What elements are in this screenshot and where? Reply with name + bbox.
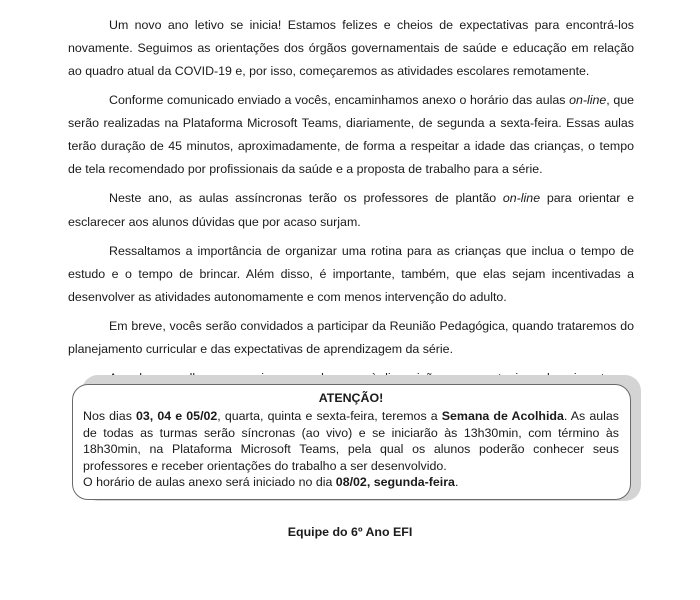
paragraph-routine: Ressaltamos a importância de organizar uma rotina para as crianças que inclua o tempo de estudo e o tempo de brincar. Além disso, é importante, também, que elas sejam incentivadas a desenvolver as atividades autonomamente e com menos intervenção do adulto.	[68, 243, 634, 304]
notice-weekday: segunda-feira	[373, 475, 455, 490]
signature: Equipe do 6º Ano EFI	[287, 525, 413, 539]
paragraph-schedule-part1: Conforme comunicado enviado a vocês, encaminhamos anexo o horário das aulas	[109, 93, 570, 108]
online-term: on-line	[502, 191, 541, 206]
notice-text-part: , quarta, quinta e sexta-feira, teremos a	[217, 409, 442, 423]
notice-text-part: O horário de aulas anexo será iniciado no dia	[83, 475, 336, 490]
notice-event-name: Semana de Acolhida	[441, 409, 564, 423]
notice-text-part: .	[454, 475, 459, 490]
paragraph-schedule	[68, 89, 634, 181]
letter-body	[68, 14, 634, 390]
paragraph-intro: Um novo ano letivo se inicia! Estamos felizes e cheios de expectativas para encontrá-los novamente. Seguimos as orientações dos órgãos governamentais de saúde e educação em relação ao quadro atual da COVID-19 e, por isso, começaremos as atividades escolares remotamente.	[68, 18, 634, 79]
paragraph-async-part2: para orientar e esclarecer aos alunos dúvidas que por acaso surjam.	[68, 191, 635, 229]
notice-title: ATENÇÃO!	[318, 391, 384, 405]
notice-text-part: ,	[366, 475, 374, 490]
notice-box	[72, 384, 631, 500]
notice-start-day: 08/02	[335, 475, 367, 490]
paragraph-async-classes	[68, 187, 634, 233]
paragraph-meeting: Em breve, vocês serão convidados a participar da Reunião Pedagógica, quando trataremos do planejamento curricular e das expectativas de aprendizagem da série.	[68, 318, 634, 356]
notice-dates: 03, 04 e 05/02	[136, 409, 218, 423]
notice-welcome-week	[83, 408, 619, 474]
notice-text-part: . As aulas de todas as turmas serão síncronas (ao vivo) e se iniciarão às 13h30min, com término às 18h30min, na Plataforma Microsoft Teams, pela qual os alunos poderão conhecer seus professores e receber orientações do trabalho a ser desenvolvido.	[83, 409, 619, 473]
online-term: on-line	[569, 93, 607, 108]
paragraph-async-part1: Neste ano, as aulas assíncronas terão os professores de plantão	[109, 191, 503, 206]
paragraph-schedule-part2: , que serão realizadas na Plataforma Microsoft Teams, diariamente, de segunda a sexta-feira. Essas aulas terão duração de 45 minutos, aproximadamente, de forma a respeitar a idade das crianças, o tempo de tela recomendado por profissionais da saúde e a proposta de trabalho para a série.	[68, 93, 635, 177]
notice-start-date	[83, 474, 619, 491]
notice-text-part: Nos dias	[83, 409, 137, 423]
